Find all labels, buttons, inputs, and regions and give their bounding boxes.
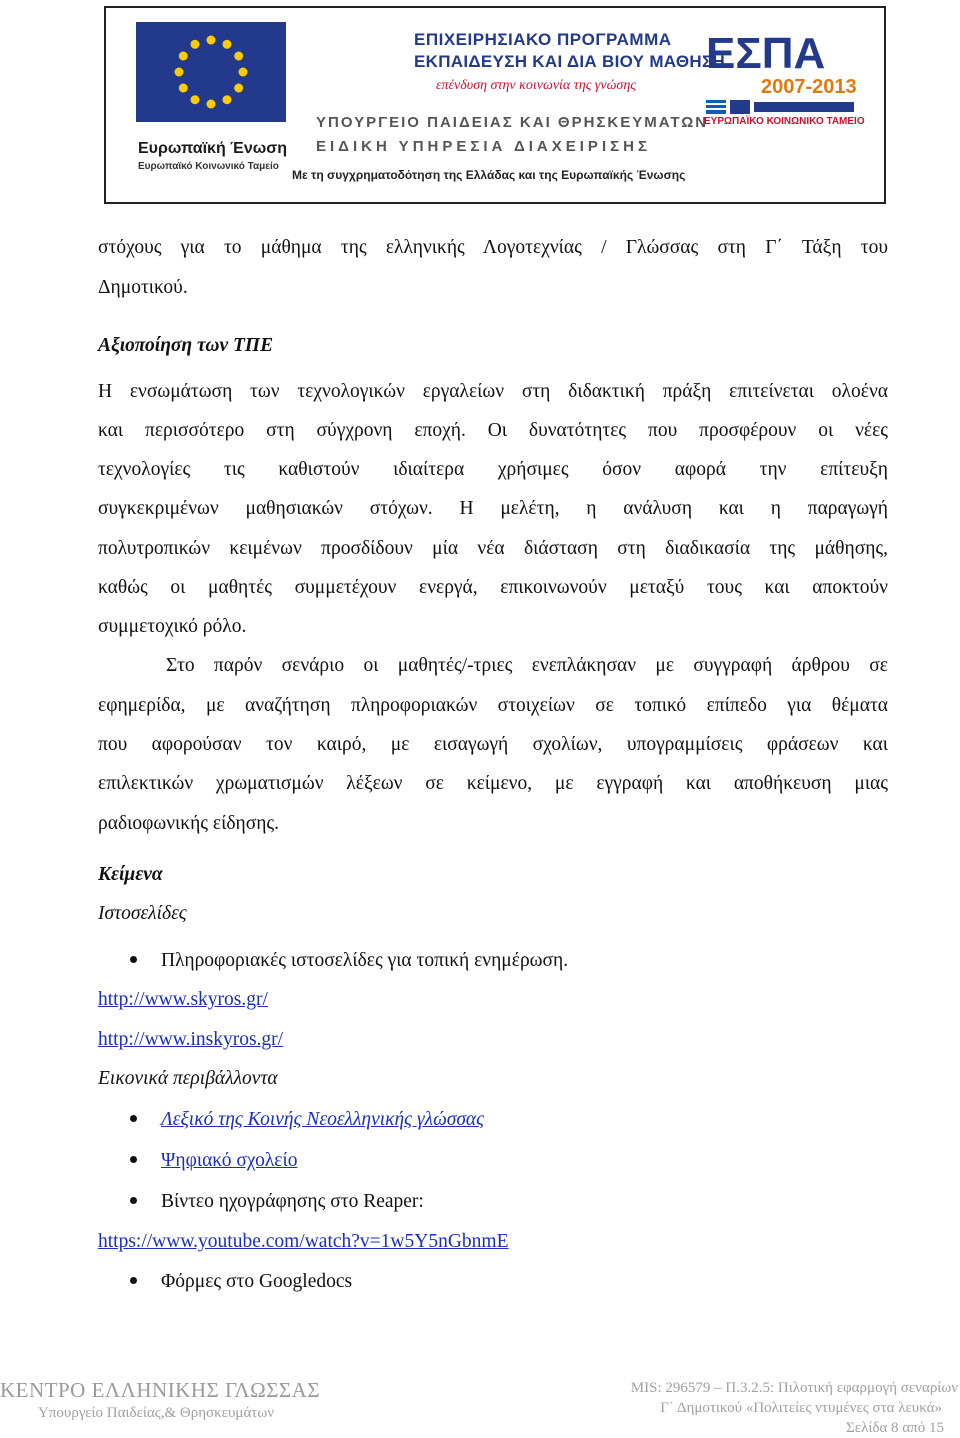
op-title: ΕΠΙΧΕΙΡΗΣΙΑΚΟ ΠΡΟΓΡΑΜΜΑ [414, 30, 672, 49]
heading-virtual-environments: Εικονικά περιβάλλοντα [98, 1068, 278, 1089]
paragraph-2-line-6: καθώς οι μαθητές συμμετέχουν ενεργά, επικοινωνούν μεταξύ τους και αποκτούν [98, 577, 888, 598]
bullet-icon [130, 956, 137, 963]
footer-mis: MIS: 296579 – Π.3.2.5: Πιλοτική εφαρμογή σεναρίων [630, 1380, 958, 1396]
espa-years: 2007-2013 [761, 76, 857, 98]
paragraph-2-line-1: Η ενσωμάτωση των τεχνολογικών εργαλείων στη διδακτική πράξη επιτείνεται ολοένα [98, 381, 888, 402]
link-digital-school[interactable]: Ψηφιακό σχολείο [161, 1150, 298, 1171]
paragraph-2-line-2: και περισσότερο στη σύγχρονη εποχή. Οι δυνατότητες που προσφέρουν οι νέες [98, 420, 888, 441]
bullet-info-text: Πληροφοριακές ιστοσελίδες για τοπική ενημέρωση. [161, 950, 569, 971]
list-item [130, 1190, 424, 1214]
eu-subtitle: Ευρωπαϊκό Κοινωνικό Ταμείο [138, 161, 279, 172]
flags-icon [706, 100, 856, 114]
footer-organization: ΚΕΝΤΡΟ ΕΛΛΗΝΙΚΗΣ ΓΛΩΣΣΑΣ [0, 1378, 321, 1402]
footer-grade: Γ΄ Δημοτικού «Πολιτείες ντυμένες στα λευκά» [660, 1400, 942, 1416]
heading-tpe: Αξιοποίηση των ΤΠΕ [98, 335, 274, 356]
espa-logo: ΕΣΠΑ [706, 29, 826, 78]
eu-title: Ευρωπαϊκή Ένωση [138, 140, 287, 157]
cofunding-note: Με τη συγχρηματοδότηση της Ελλάδας και της Ευρωπαϊκής Ένωσης [292, 168, 686, 182]
special-service: ΕΙΔΙΚΗ ΥΠΗΡΕΣΙΑ ΔΙΑΧΕΙΡΙΣΗΣ [316, 138, 651, 155]
list-item [130, 1149, 297, 1173]
bullet-icon [130, 1156, 137, 1163]
link-skyros[interactable]: http://www.skyros.gr/ [98, 989, 268, 1010]
bullet-icon [130, 1277, 137, 1284]
op-subtitle: ΕΚΠΑΙΔΕΥΣΗ ΚΑΙ ΔΙΑ ΒΙΟΥ ΜΑΘΗΣΗ [414, 52, 726, 71]
list-item [130, 1108, 484, 1132]
op-tagline: επένδυση στην κοινωνία της γνώσης [436, 78, 636, 93]
ministry-banner: ΥΠΟΥΡΓΕΙΟ ΠΑΙΔΕΙΑΣ ΚΑΙ ΘΡΗΣΚΕΥΜΑΤΩΝ [316, 114, 709, 131]
link-youtube[interactable]: https://www.youtube.com/watch?v=1w5Y5nGbnmE [98, 1231, 509, 1252]
bullet-forms-text: Φόρμες στο Googledocs [161, 1271, 353, 1292]
bullet-video-text: Βίντεο ηχογράφησης στο Reaper: [161, 1191, 424, 1212]
link-inskyros[interactable]: http://www.inskyros.gr/ [98, 1029, 284, 1050]
footer-ministry: Υπουργείο Παιδείας,& Θρησκευμάτων [38, 1405, 274, 1421]
eu-flag-icon [136, 22, 286, 122]
paragraph-2-line-4: συγκεκριμένων μαθησιακών στόχων. Η μελέτη, η ανάλυση και η παραγωγή [98, 498, 888, 519]
bullet-icon [130, 1115, 137, 1122]
paragraph-3-line-3: που αφορούσαν τον καιρό, με εισαγωγή σχολίων, υπογραμμίσεις φράσεων και [98, 734, 888, 755]
paragraph-3-line-5: ραδιοφωνικής είδησης. [98, 813, 280, 834]
espa-fund: ΕΥΡΩΠΑΪΚΟ ΚΟΙΝΩΝΙΚΟ ΤΑΜΕΙΟ [704, 116, 865, 127]
paragraph-2-line-5: πολυτροπικών κειμένων προσδίδουν μία νέα διάσταση στη διαδικασία της μάθησης, [98, 538, 888, 559]
paragraph-3-line-2: εφημερίδα, με αναζήτηση πληροφοριακών στοιχείων σε τοπικό επίπεδο για θέματα [98, 695, 888, 716]
paragraph-3-line-4: επιλεκτικών χρωματισμών λέξεων σε κείμενο, με εγγραφή και αποθήκευση μιας [98, 773, 888, 794]
bullet-icon [130, 1197, 137, 1204]
paragraph-2-line-3: τεχνολογίες τις καθιστούν ιδιαίτερα χρήσιμες όσον αφορά την επίτευξη [98, 459, 888, 480]
link-row [98, 988, 888, 1012]
link-row [98, 1230, 888, 1254]
paragraph-2-line-7: συμμετοχικό ρόλο. [98, 616, 247, 637]
heading-texts: Κείμενα [98, 864, 163, 885]
paragraph-3-line-1: Στο παρόν σενάριο οι μαθητές/-τριες ενεπλάκησαν με συγγραφή άρθρου σε [166, 655, 888, 676]
header-banner [104, 6, 886, 204]
link-row [98, 1028, 888, 1052]
link-lexicon[interactable]: Λεξικό της Κοινής Νεοελληνικής γλώσσας [161, 1109, 485, 1130]
footer-page-number: Σελίδα 8 από 15 [846, 1420, 944, 1436]
paragraph-1-line-2: Δημοτικού. [98, 277, 188, 298]
list-item [130, 949, 568, 973]
paragraph-1-line-1: στόχους για το μάθημα της ελληνικής Λογοτεχνίας / Γλώσσας στη Γ΄ Τάξη του [98, 237, 888, 258]
heading-websites: Ιστοσελίδες [98, 903, 187, 924]
list-item [130, 1270, 352, 1294]
